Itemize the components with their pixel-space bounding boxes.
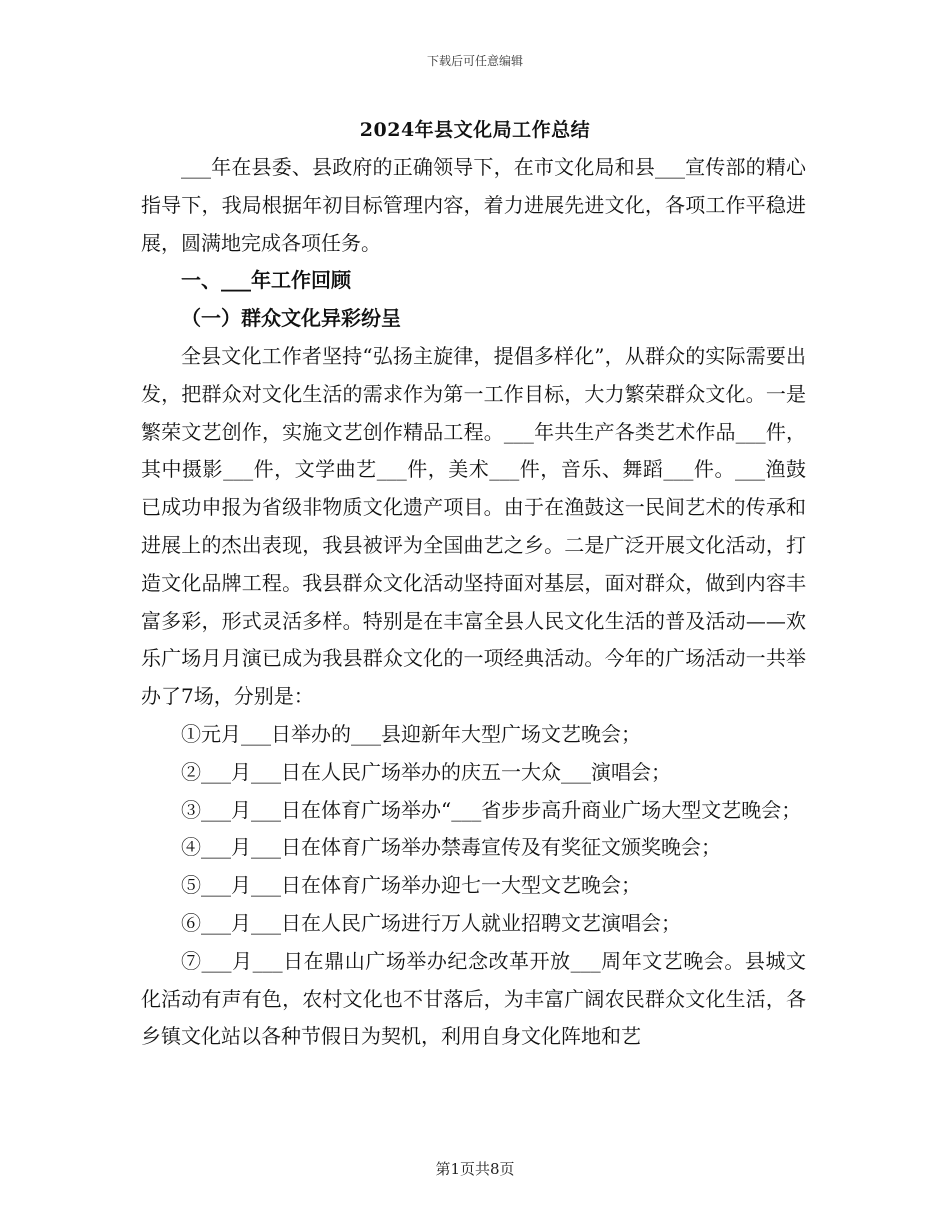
subsection-heading: （一）群众文化异彩纷呈 [181, 306, 401, 331]
event-item: ⑦___月___日在鼎山广场举办纪念改革开放___周年文艺晚会。县城文化活动有声有色，农村文化也不甘落后，为丰富广阔农民群众文化生活，各乡镇文化站以各种节假日为契机，利用自身文化阵地和艺 [141, 948, 806, 1049]
event-item: ③___月___日在体育广场举办“___省步步高升商业广场大型文艺晚会； [181, 797, 802, 822]
body-paragraph: 全县文化工作者坚持“弘扬主旋律，提倡多样化”，从群众的实际需要出发，把群众对文化生活的需求作为第一工作目标，大力繁荣群众文化。一是繁荣文艺创作，实施文艺创作精品工程。___年共生产各类艺术作品___件，其中摄影___件，文学曲艺___件，美术___件，音乐、舞蹈___件。___渔鼓已成功申报为省级非物质文化遗产项目。由于在渔鼓这一民间艺术的传承和进展上的杰出表现，我县被评为全国曲艺之乡。二是广泛开展文化活动，打造文化品牌工程。我县群众文化活动坚持面对基层，面对群众，做到内容丰富多彩，形式灵活多样。特别是在丰富全县人民文化生活的普及活动——欢乐广场月月演已成为我县群众文化的一项经典活动。今年的广场活动一共举办了7场，分别是： [141, 343, 806, 709]
event-item: ④___月___日在体育广场举办禁毒宣传及有奖征文颁奖晚会； [181, 835, 721, 860]
document-title: 2024年县文化局工作总结 [359, 119, 591, 141]
page-header-note: 下载后可任意编辑 [426, 54, 523, 68]
event-item: ②___月___日在人民广场举办的庆五一大众___演唱会； [181, 759, 671, 784]
page-number: 第1页共8页 [435, 1160, 515, 1178]
event-item: ⑥___月___日在人民广场进行万人就业招聘文艺演唱会； [181, 910, 681, 935]
intro-paragraph: ___年在县委、县政府的正确领导下，在市文化局和县___宣传部的精心指导下，我局根据年初目标管理内容，着力进展先进文化，各项工作平稳进展，圆满地完成各项任务。 [141, 155, 806, 255]
event-item: ⑤___月___日在体育广场举办迎七一大型文艺晚会； [181, 873, 641, 898]
event-item: ①元月___日举办的___县迎新年大型广场文艺晚会； [181, 721, 641, 746]
section-heading: 一、___年工作回顾 [181, 268, 351, 293]
document-body [141, 149, 806, 1056]
